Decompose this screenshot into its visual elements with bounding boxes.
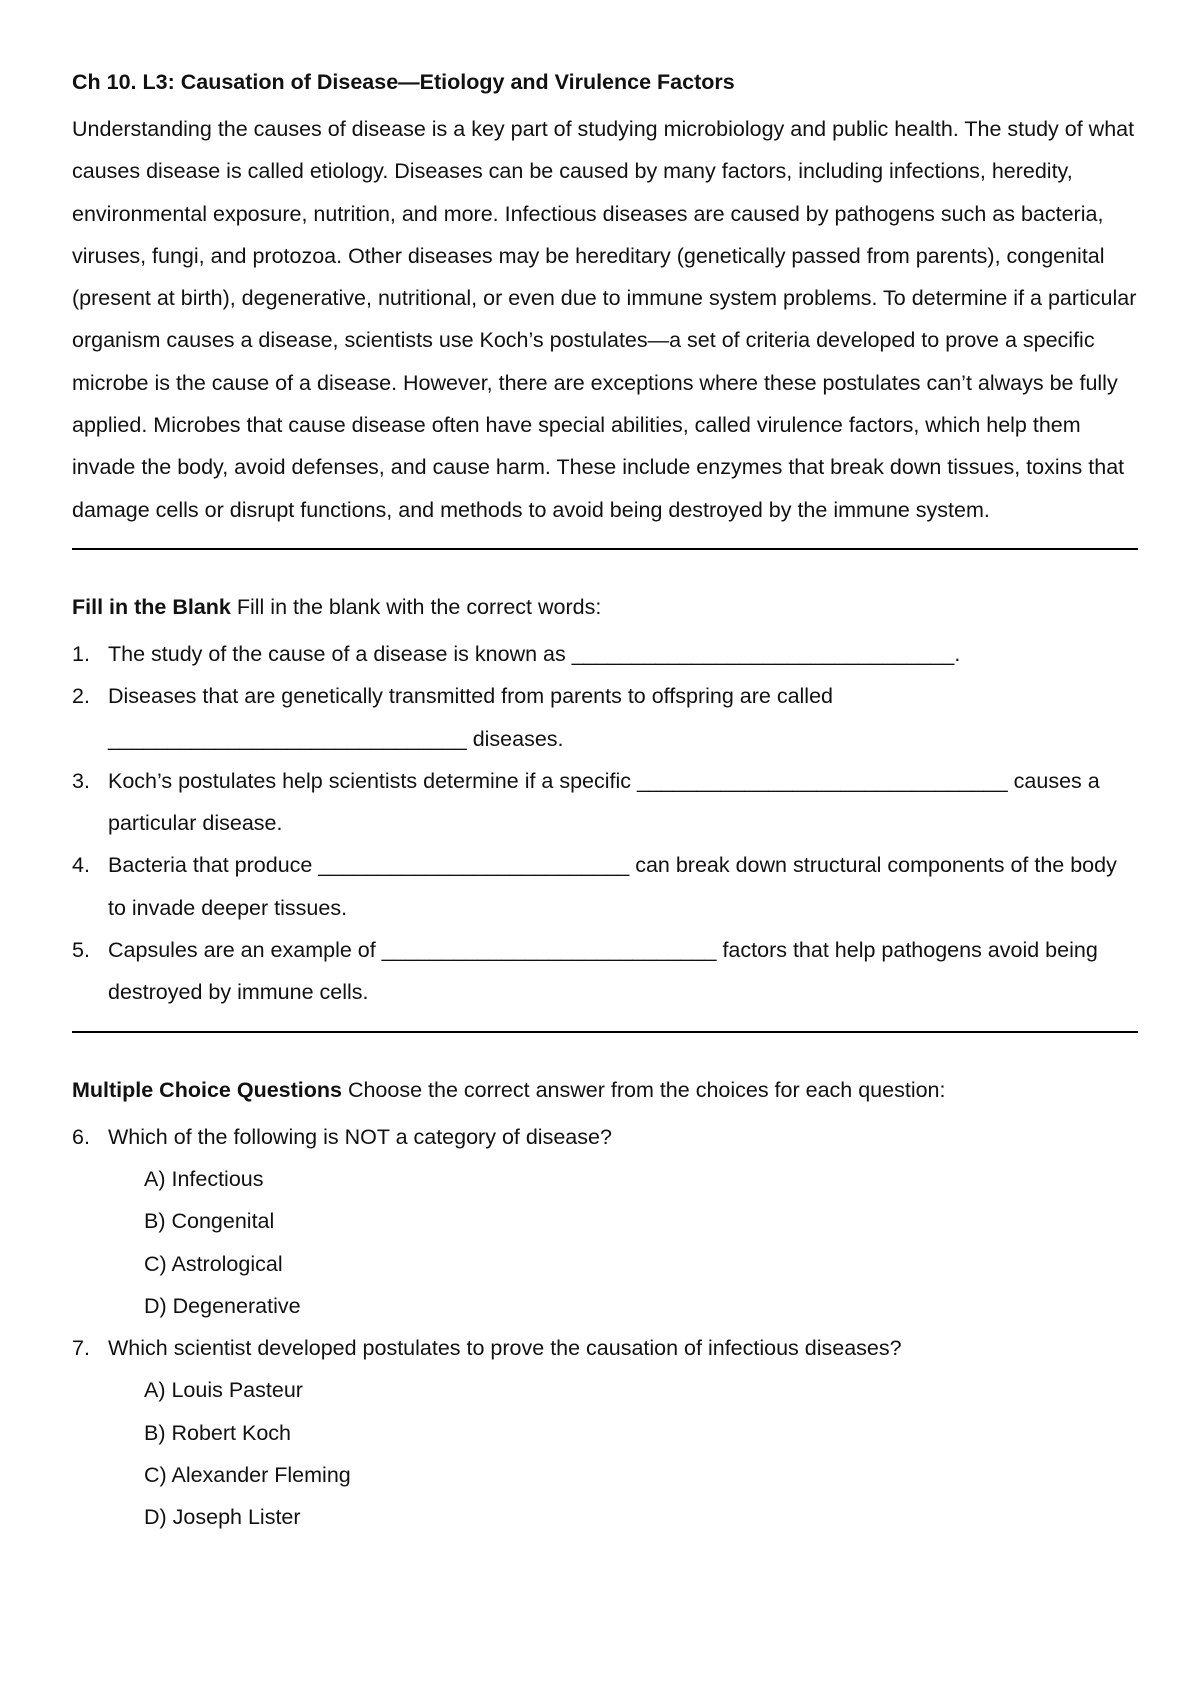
question-number: 6.: [72, 1124, 90, 1149]
fill-in-blank-heading: Fill in the Blank: [72, 594, 231, 619]
answer-choice: C) Alexander Fleming: [144, 1463, 351, 1488]
answer-choice-list: [108, 1158, 1138, 1327]
question-number: 7.: [72, 1336, 90, 1361]
section-divider: [72, 1031, 1138, 1033]
question-text: Bacteria that produce __________________________ can break down structural components of the body to invade deeper tissues.: [108, 853, 1117, 920]
answer-choice: D) Degenerative: [144, 1293, 301, 1318]
intro-paragraph: Understanding the causes of disease is a key part of studying microbiology and public health. The study of what causes disease is called etiology. Diseases can be caused by many factors, including infections, heredity, environmental exposure, nutrition, and more. Infectious diseases are caused by pathogens such as bacteria, viruses, fungi, and protozoa. Other diseases may be hereditary (genetically passed from parents), congenital (present at birth), degenerative, nutritional, or even due to immune system problems. To determine if a particular organism causes a disease, scientists use Koch’s postulates—a set of criteria developed to prove a specific microbe is the cause of a disease. However, there are exceptions where these postulates can’t always be fully applied. Microbes that cause disease often have special abilities, called virulence factors, which help them invade the body, avoid defenses, and cause harm. These include enzymes that break down tissues, toxins that damage cells or disrupt functions, and methods to avoid being destroyed by the immune system.: [72, 117, 1137, 522]
question-number: 2.: [72, 684, 90, 709]
fill-in-blank-instruction: Fill in the blank with the correct words:: [236, 594, 602, 619]
question-text: Which scientist developed postulates to prove the causation of infectious diseases?: [108, 1336, 902, 1361]
worksheet-page: [72, 68, 1138, 1539]
multiple-choice-header: [72, 1076, 1138, 1104]
fill-in-blank-section: [72, 593, 1138, 1014]
answer-choice-list: [108, 1369, 1138, 1538]
question-item: [72, 675, 1138, 760]
question-item: [72, 633, 1138, 675]
multiple-choice-instruction: Choose the correct answer from the choices for each question:: [347, 1077, 946, 1102]
question-text: Which of the following is NOT a category of disease?: [108, 1124, 612, 1149]
question-item: [72, 844, 1138, 929]
fill-in-blank-header: [72, 593, 1138, 621]
question-number: 5.: [72, 938, 90, 963]
question-text: Koch’s postulates help scientists determine if a specific _______________________________ causes a particular disease.: [108, 768, 1100, 836]
answer-choice: A) Infectious: [144, 1166, 264, 1191]
question-item: [72, 929, 1138, 1014]
answer-choice: B) Congenital: [144, 1209, 275, 1234]
answer-choice: B) Robert Koch: [144, 1420, 291, 1445]
answer-choice: C) Astrological: [144, 1251, 283, 1276]
section-divider: [72, 548, 1138, 550]
question-text: Diseases that are genetically transmitted from parents to offspring are called ______________________________ diseases.: [108, 684, 833, 751]
multiple-choice-question-list: [72, 1116, 1138, 1539]
multiple-choice-section: [72, 1076, 1138, 1539]
question-number: 4.: [72, 853, 90, 878]
fill-in-blank-question-list: [72, 633, 1138, 1014]
multiple-choice-heading: Multiple Choice Questions: [72, 1077, 342, 1102]
question-number: 1.: [72, 641, 90, 666]
page-title: Ch 10. L3: Causation of Disease—Etiology and Virulence Factors: [72, 70, 735, 94]
question-text: The study of the cause of a disease is known as ________________________________.: [108, 641, 961, 666]
question-number: 3.: [72, 768, 90, 793]
question-item: [72, 760, 1138, 845]
question-item: [72, 1116, 1138, 1327]
answer-choice: D) Joseph Lister: [144, 1505, 301, 1530]
answer-choice: A) Louis Pasteur: [144, 1378, 303, 1403]
question-item: [72, 1327, 1138, 1538]
question-text: Capsules are an example of ____________________________ factors that help pathogens avoid being destroyed by immune cells.: [108, 938, 1098, 1005]
